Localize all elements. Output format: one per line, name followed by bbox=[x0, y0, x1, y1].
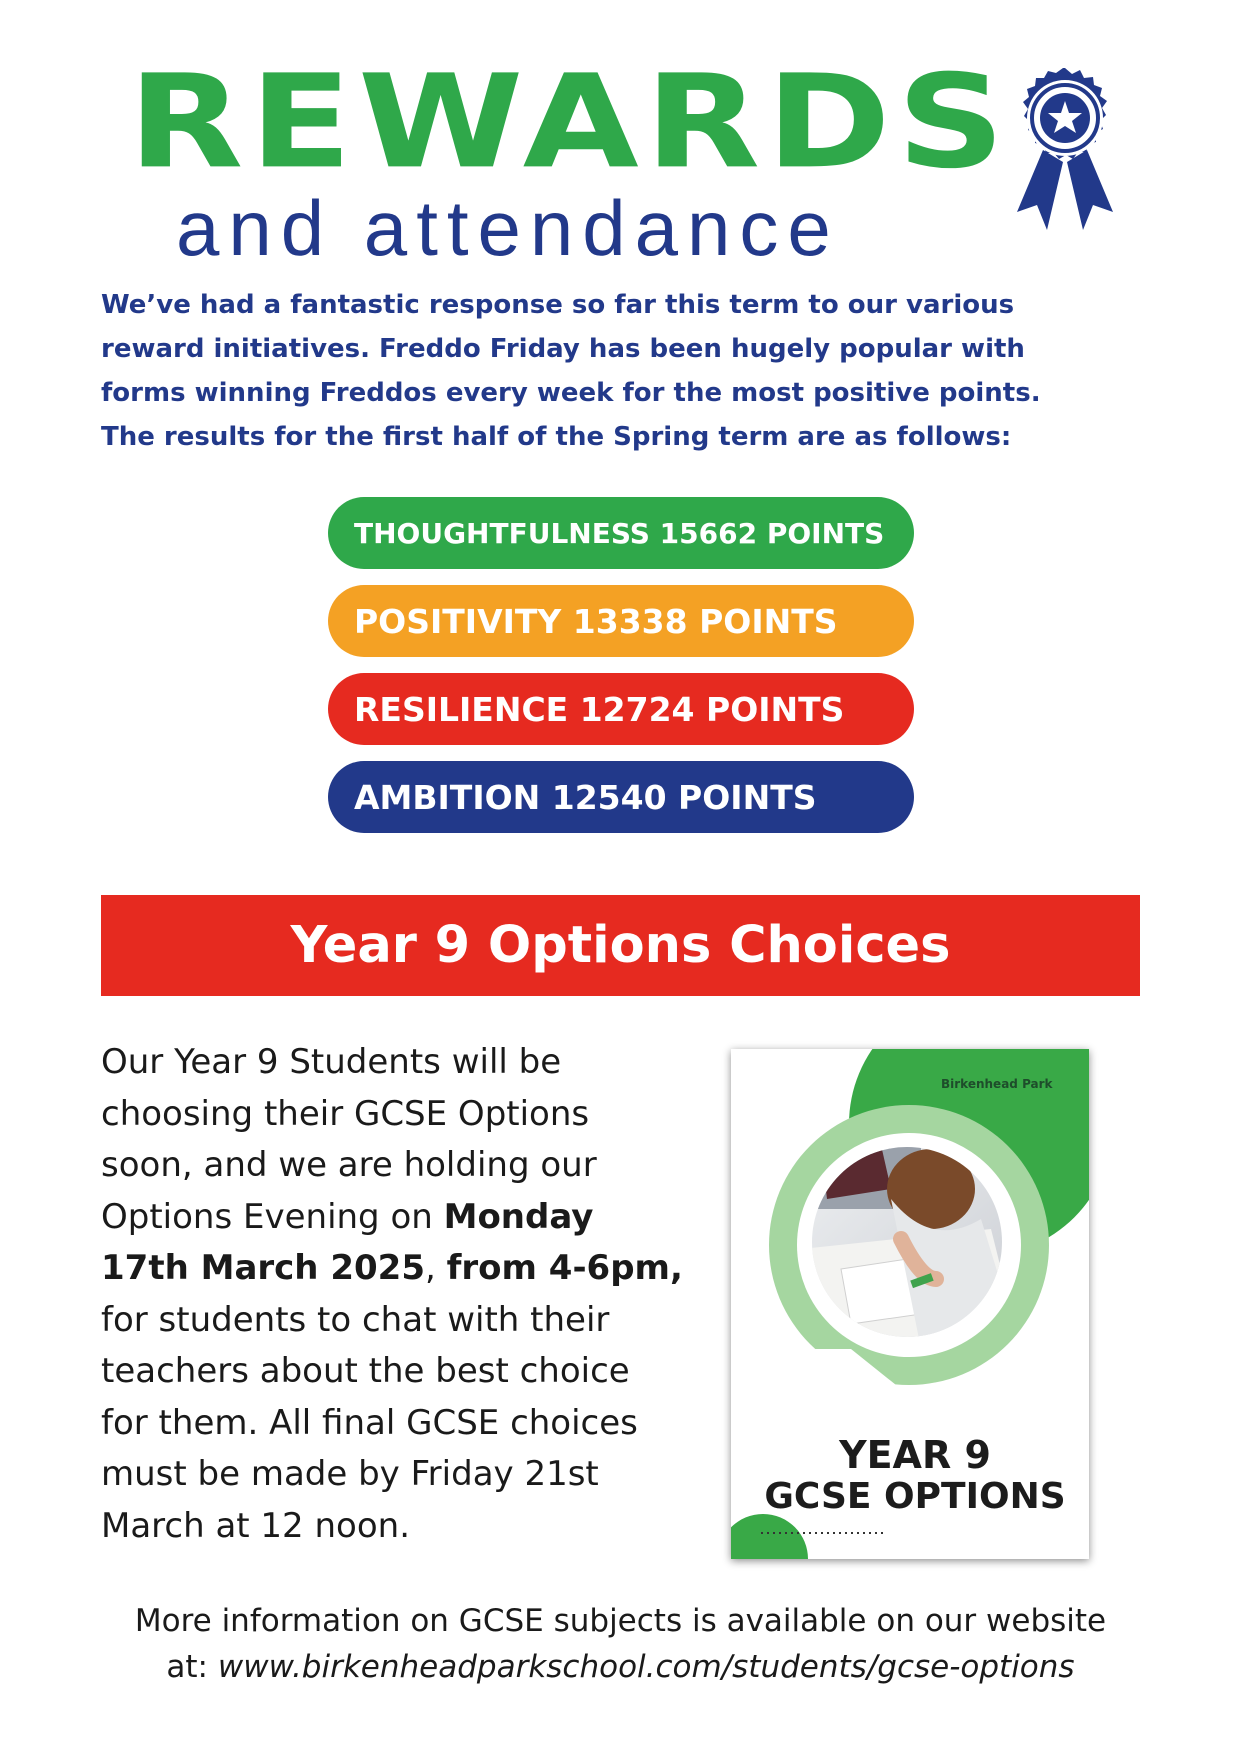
body-text-span: , bbox=[424, 1248, 447, 1288]
body-line: Our Year 9 Students will be bbox=[101, 1042, 562, 1082]
result-pill-ambition: AMBITION 12540 POINTS bbox=[328, 761, 914, 833]
result-pill-resilience: RESILIENCE 12724 POINTS bbox=[328, 673, 914, 745]
footer-info bbox=[60, 1598, 1181, 1690]
body-line bbox=[101, 1192, 701, 1244]
page-subtitle: and attendance bbox=[176, 184, 840, 272]
body-line bbox=[101, 1243, 701, 1295]
intro-line: reward initiatives. Freddo Friday has been hugely popular with bbox=[101, 334, 1025, 364]
intro-paragraph bbox=[101, 283, 1121, 459]
intro-line: We’ve had a fantastic response so far this term to our various bbox=[101, 290, 1015, 320]
booklet-title-line: YEAR 9 bbox=[839, 1433, 991, 1477]
result-pill-positivity: POSITIVITY 13338 POINTS bbox=[328, 585, 914, 657]
event-day: Monday bbox=[443, 1196, 594, 1237]
footer-prefix: at: bbox=[166, 1649, 218, 1685]
award-rosette-icon bbox=[1005, 62, 1125, 232]
event-time: from 4-6pm, bbox=[446, 1248, 683, 1288]
booklet-title-line: GCSE OPTIONS bbox=[764, 1476, 1066, 1517]
body-line: soon, and we are holding our bbox=[101, 1145, 597, 1185]
body-line: for them. All final GCSE choices bbox=[101, 1402, 638, 1443]
website-link[interactable]: www.birkenheadparkschool.com/students/gcse-options bbox=[217, 1649, 1075, 1685]
footer-line bbox=[60, 1644, 1181, 1690]
body-line: March at 12 noon. bbox=[101, 1505, 411, 1546]
booklet-title bbox=[731, 1434, 1089, 1518]
footer-line: More information on GCSE subjects is available on our website bbox=[134, 1603, 1107, 1639]
result-pill-thoughtfulness: THOUGHTFULNESS 15662 POINTS bbox=[328, 497, 914, 569]
options-paragraph bbox=[101, 1037, 701, 1552]
school-name: Birkenhead Park bbox=[941, 1077, 1053, 1091]
intro-line: forms winning Freddos every week for the most positive points. bbox=[101, 378, 1041, 408]
body-line: for students to chat with their bbox=[101, 1299, 610, 1340]
body-line: choosing their GCSE Options bbox=[101, 1093, 590, 1134]
intro-line: The results for the first half of the Spring term are as follows: bbox=[101, 422, 1012, 452]
section-heading: Year 9 Options Choices bbox=[290, 916, 951, 975]
event-date: 17th March 2025 bbox=[101, 1248, 425, 1288]
page-title: REWARDS bbox=[128, 47, 1011, 198]
body-text-span: Options Evening on bbox=[101, 1196, 444, 1237]
body-line: must be made by Friday 21st bbox=[101, 1454, 599, 1494]
section-banner bbox=[101, 895, 1140, 996]
body-line: teachers about the best choice bbox=[101, 1351, 630, 1391]
gcse-options-booklet bbox=[731, 1049, 1089, 1559]
